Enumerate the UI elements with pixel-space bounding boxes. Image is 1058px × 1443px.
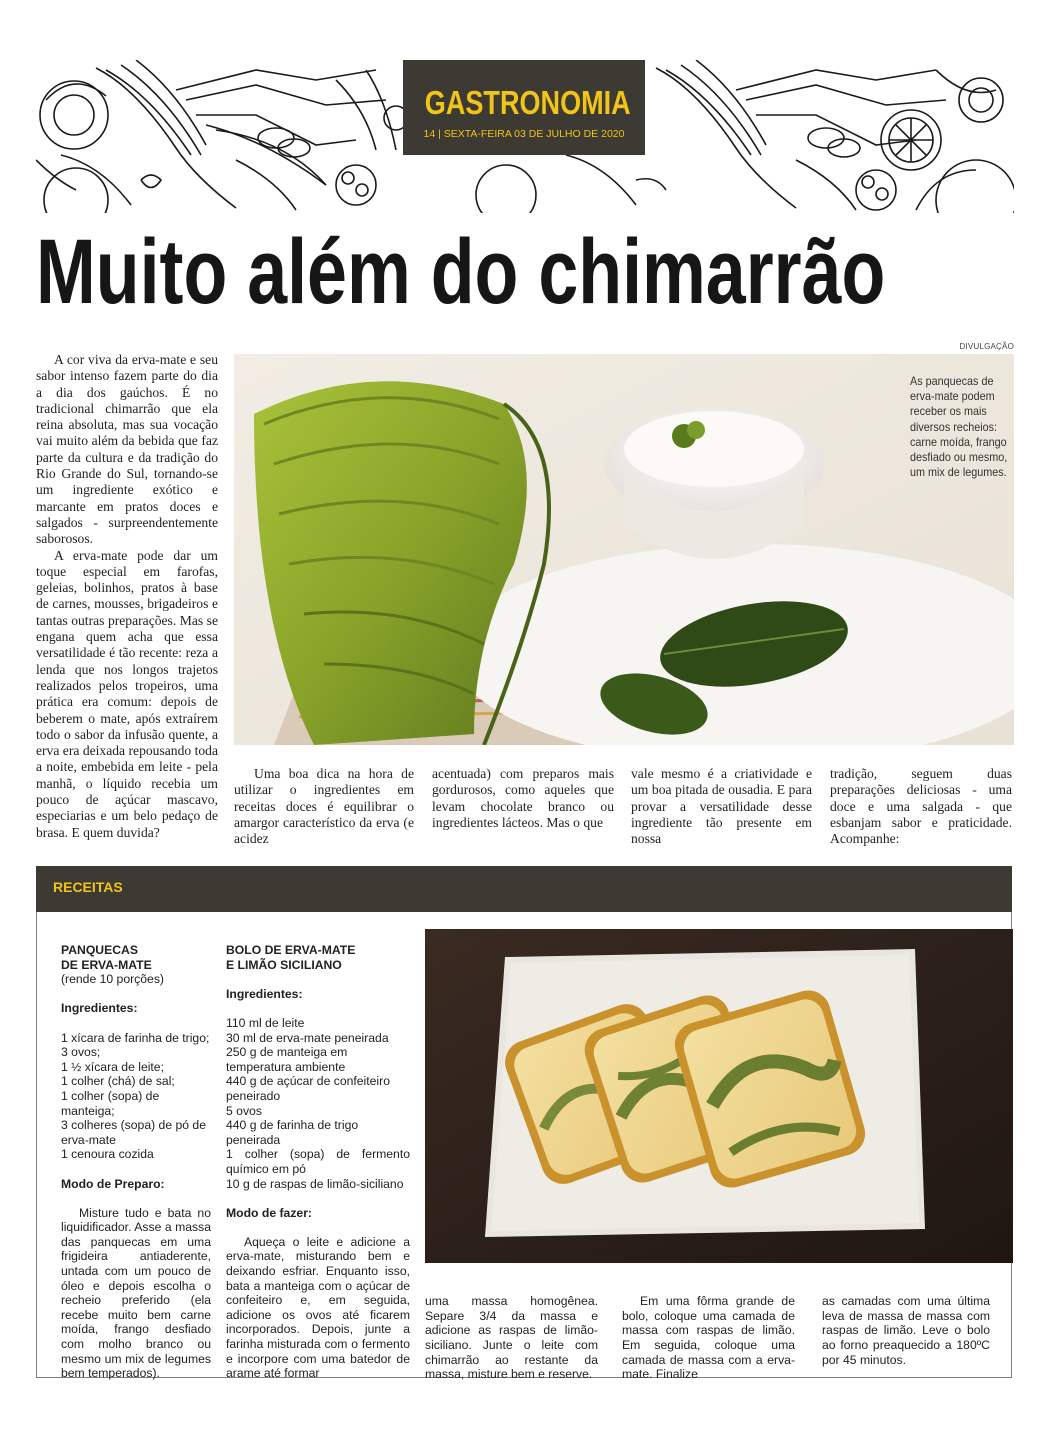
article-continuation-column — [234, 766, 414, 847]
ingredients-heading: Ingredientes: — [226, 986, 303, 1001]
recipe-title: PANQUECAS — [61, 943, 138, 957]
article-paragraph: A cor viva da erva-mate e seu sabor intenso fazem parte do dia a dia dos gaúchos. É no tradicional chimarrão que ela reina absoluta, mas sua vocação vai muito além da bebida que faz parte da cultura e da tradição do Rio Grande do Sul, tornando-se um ingrediente exótico e marcante em pratos doces e salgados - surpreendentemente saborosos. — [36, 352, 218, 547]
page-dateline: 14 | SEXTA-FEIRA 03 DE JULHO DE 2020 — [423, 128, 625, 140]
ingredient-item: 1 colher (sopa) de manteiga; — [61, 1088, 160, 1118]
cake-method-continuation — [622, 1282, 795, 1394]
ingredient-item: 1 ½ xícara de leite; — [61, 1059, 164, 1074]
ingredient-item: 440 g de açúcar de confeiteiro peneirado — [226, 1074, 390, 1103]
cake-photo-erva-mate-lemon — [425, 929, 1013, 1263]
method-heading: Modo de Preparo: — [61, 1176, 165, 1191]
method-text: Em uma fôrma grande de bolo, coloque uma camada de massa com raspas de limão. Em seguida, coloque uma camada de massa com a erva-mate. Finalize — [622, 1294, 795, 1382]
article-continuation-column — [830, 766, 1012, 847]
method-text: uma massa homogênea. Separe 3/4 da massa e adicione as raspas de limão-siciliano. Junte o leite com chimarrão ao restante da massa, misture bem e reserve. — [425, 1294, 598, 1382]
hero-photo-erva-mate-crepes — [234, 354, 1014, 745]
ingredient-item: 3 colheres (sopa) de pó de erva-mate — [61, 1118, 206, 1147]
article-paragraph: acentuada) com preparos mais gordurosos, como aqueles que levam chocolate branco ou ingredientes lácteos. Mas o que — [432, 766, 614, 830]
section-masthead — [403, 60, 645, 155]
recipe-title: DE ERVA-MATE — [61, 957, 152, 972]
ingredient-item: 30 ml de erva-mate peneirada — [226, 1030, 389, 1045]
section-title: GASTRONOMIA — [424, 84, 631, 121]
recipe-title: E LIMÃO SICILIANO — [226, 957, 342, 972]
photo-credit: DIVULGAÇÃO — [959, 342, 1014, 351]
ingredient-item: 3 ovos; — [61, 1045, 101, 1060]
article-headline: Muito além do chimarrão — [36, 221, 886, 323]
method-heading: Modo de fazer: — [226, 1205, 312, 1220]
ingredient-item: 5 ovos — [226, 1103, 262, 1118]
recipe-title: BOLO DE ERVA-MATE — [226, 943, 356, 957]
cake-method-continuation — [425, 1282, 598, 1394]
ingredient-item: 250 g de manteiga em temperatura ambiente — [226, 1045, 348, 1074]
ingredients-heading: Ingredientes: — [61, 1001, 138, 1016]
ingredient-item: 1 cenoura cozida — [61, 1147, 154, 1162]
recipe-yield: (rende 10 porções) — [61, 972, 164, 987]
ingredient-item: 1 xícara de farinha de trigo; — [61, 1030, 210, 1045]
article-continuation-column — [432, 766, 614, 831]
recipes-header — [36, 866, 1012, 912]
method-text: as camadas com uma última leva de massa de massa com raspas de limão. Leve o bolo ao forno preaquecido a 180ºC por 45 minutos. — [822, 1294, 990, 1367]
crepes-photo — [234, 354, 1014, 745]
article-paragraph: Uma boa dica na hora de utilizar o ingredientes em receitas doces é equilibrar o amargor característico da erva (e acidez — [234, 766, 414, 847]
article-paragraph: A erva-mate pode dar um toque especial em farofas, geleias, bolinhos, pratos à base de carnes, mousses, brigadeiros e tantas outras preparações. Mas se engana quem acha que essa versatilidade é tão recente: reza a lenda que nos longos trajetos realizados pelos tropeiros, uma prática era comum: depois de beberem o mate, após extraírem todo o sabor da infusão quente, a erva era deixada repousando toda a noite, embebida em leite - pela manhã, o líquido recebia um pouco de açúcar mascavo, especiarias e um belo pedaço de brasa. E quem duvida? — [36, 547, 218, 840]
ingredient-item: 10 g de raspas de limão-siciliano — [226, 1176, 404, 1191]
article-paragraph: vale mesmo é a criatividade e um boa pitada de ousadia. E para provar a versatilidade desse ingrediente tão presente em nossa — [631, 766, 812, 847]
ingredient-item: 1 colher (sopa) de fermento químico em pó — [226, 1147, 410, 1176]
recipe-cake — [226, 943, 410, 1381]
ingredient-item: 440 g de farinha de trigo peneirada — [226, 1118, 359, 1147]
article-paragraph: tradição, seguem duas preparações deliciosas - uma doce e uma salgada - que esbanjam sabor e praticidade. Acompanhe: — [830, 766, 1012, 847]
marbled-cake-photo — [425, 929, 1013, 1263]
photo-caption: As panquecas de erva-mate podem receber os mais diversos recheios: carne moída, frango desfiado ou mesmo, um mix de legumes. — [910, 374, 1008, 480]
cake-method-continuation — [822, 1282, 990, 1379]
method-text: Misture tudo e bata no liquidificador. Asse a massa das panquecas em uma frigideira antiaderente, untada com um pouco de óleo e depois escolha o recheio preferido (ela recebe muito bem carne moída, frango desfiado com molho branco ou mesmo um mix de legumes bem temperados). — [61, 1205, 211, 1381]
recipes-label: RECEITAS — [53, 879, 123, 895]
article-intro-column — [36, 352, 218, 841]
ingredient-item: 110 ml de leite — [226, 1015, 305, 1030]
ingredient-item: 1 colher (chá) de sal; — [61, 1074, 175, 1089]
recipe-pancakes — [61, 943, 211, 1381]
article-continuation-column — [631, 766, 812, 847]
method-text: Aqueça o leite e adicione a erva-mate, misturando bem e deixando esfriar. Enquanto isso, bata a manteiga com o açúcar de confeiteiro e, em seguida, adicione os ovos até ficarem incorporados. Depois, junte a farinha misturada com o fermento e incorpore com uma batedor de arame até formar — [226, 1234, 410, 1381]
